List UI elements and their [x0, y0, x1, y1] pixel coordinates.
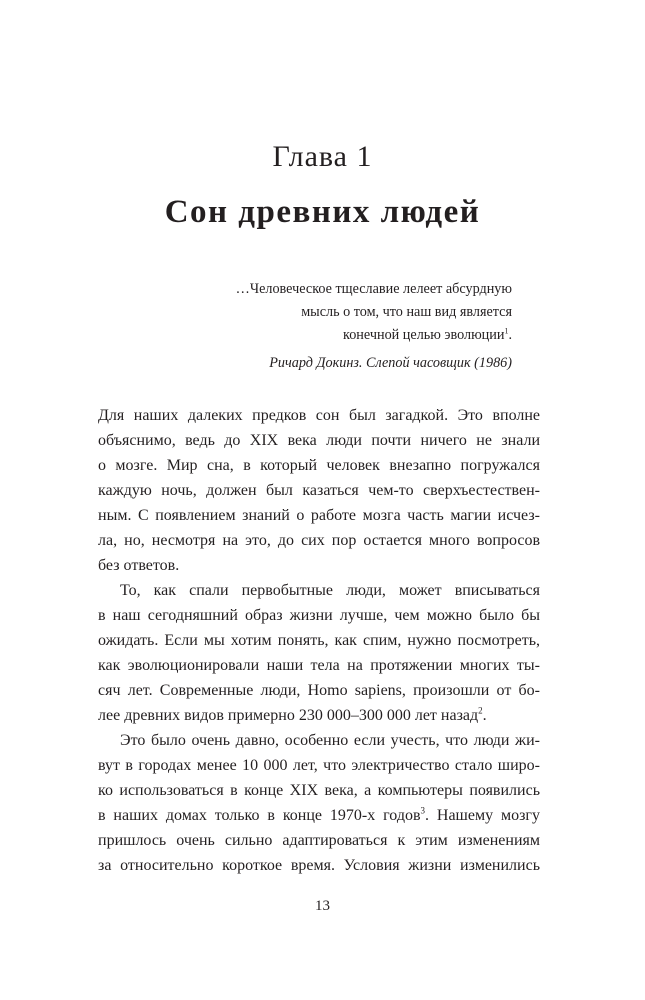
text-line: ко использоваться в конце XIX века, а компьютеры появились — [98, 782, 540, 799]
text-line-content: . Нашему мозгу — [425, 807, 540, 824]
text-line-content: лее древних видов примерно 230 000–300 000 лет назад — [98, 707, 479, 724]
paragraph — [98, 403, 540, 578]
text-line — [98, 803, 540, 828]
epigraph-line: …Человеческое тщеславие лелеет абсурдную — [235, 281, 512, 297]
epigraph-line: мысль о том, что наш вид является — [301, 304, 512, 320]
text-line-content: в наших домах только в конце 1970-х годов — [98, 807, 421, 824]
epigraph-line-text: конечной целью эволюции — [343, 327, 505, 343]
chapter-label: Глава 1 — [272, 140, 373, 173]
page-number: 13 — [315, 898, 330, 914]
end-punct: . — [482, 707, 487, 724]
text-line: То, как спали первобытные люди, может вписываться — [120, 582, 540, 599]
text-line: сяч лет. Современные люди, Homo sapiens, произошли от бо- — [98, 682, 540, 699]
footnote-mark: 3 — [420, 805, 426, 816]
paragraph — [98, 728, 540, 878]
epigraph — [182, 278, 512, 375]
text-line: вут в городах менее 10 000 лет, что электричество стало широ- — [98, 757, 540, 774]
paragraph — [98, 578, 540, 728]
text-line: в наш сегодняшний образ жизни лучше, чем можно было бы — [98, 607, 540, 624]
text-line: как эволюционировали наши тела на протяжении многих ты- — [98, 657, 540, 674]
text-line — [98, 703, 540, 728]
text-line: ным. С появлением знаний о работе мозга часть магии исчез- — [98, 507, 540, 524]
text-line: ла, но, несмотря на это, до сих пор остается много вопросов — [98, 532, 540, 549]
footnote-mark: 1 — [504, 326, 509, 336]
text-line: Для наших далеких предков сон был загадкой. Это вполне — [98, 407, 540, 424]
epigraph-attribution: Ричард Докинз. Слепой часовщик (1986) — [269, 355, 512, 371]
chapter-title: Сон древних людей — [164, 194, 481, 230]
text-line: объяснимо, ведь до XIX века люди почти ничего не знали — [98, 432, 540, 449]
footnote-mark: 2 — [478, 705, 483, 716]
body-text — [98, 403, 540, 878]
text-line: Это было очень давно, особенно если учесть, что люди жи- — [120, 732, 540, 749]
text-line: о мозге. Мир сна, в который человек внезапно погружался — [98, 457, 540, 474]
text-line: без ответов. — [98, 557, 180, 574]
text-line: пришлось очень сильно адаптироваться к этим изменениям — [98, 832, 540, 849]
epigraph-end-punct: . — [508, 327, 512, 343]
text-line: ожидать. Если мы хотим понять, как спим, нужно посмотреть, — [98, 632, 540, 649]
text-line: за относительно короткое время. Условия жизни изменились — [98, 857, 540, 874]
epigraph-line — [182, 324, 512, 347]
text-line: каждую ночь, должен был казаться чем-то сверхъестествен- — [98, 482, 540, 499]
